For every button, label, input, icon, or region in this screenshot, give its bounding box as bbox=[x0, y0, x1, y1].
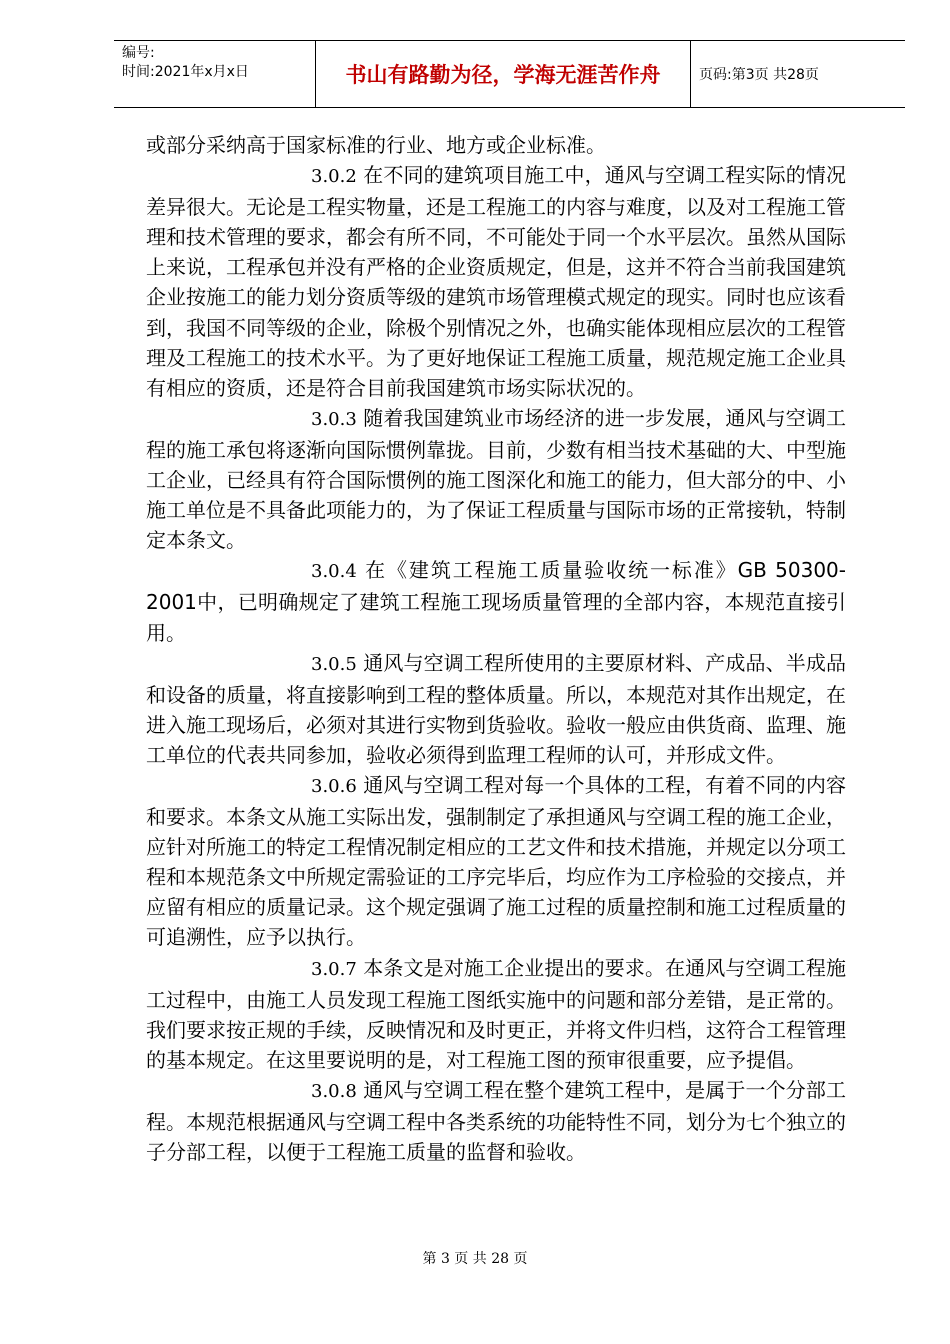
time-label: 时间:2021年x月x日 bbox=[122, 64, 249, 80]
header-meta bbox=[114, 41, 315, 107]
clause-number: 3.0.6 bbox=[311, 775, 357, 797]
page-footer: 第 3 页 共 28 页 bbox=[422, 1251, 528, 1267]
number-label: 编号: bbox=[122, 45, 155, 61]
clause-text: 在《建筑工程施工质量验收统一标准》GB 50300-2001中，已明确规定了建筑工程施工现场质量管理的全部内容，本规范直接引用。 bbox=[146, 558, 846, 645]
header-page-label: 页码:第3页 共28页 bbox=[699, 67, 819, 83]
page-header bbox=[114, 40, 905, 108]
document-body bbox=[146, 130, 846, 1167]
section-paragraph bbox=[146, 648, 846, 770]
clause-number: 3.0.8 bbox=[311, 1080, 357, 1102]
clause-text: 在不同的建筑项目施工中，通风与空调工程实际的情况差异很大。无论是工程实物量，还是工程施工的内容与难度，以及对工程施工管理和技术管理的要求，都会有所不同，不可能处于同一个水平层次。虽然从国际上来说，工程承包并没有严格的企业资质规定，但是，这并不符合当前我国建筑企业按施工的能力划分资质等级的建筑市场管理模式规定的现实。同时也应该看到，我国不同等级的企业，除极个别情况之外，也确实能体现相应层次的工程管理及工程施工的技术水平。为了更好地保证工程施工质量，规范规定施工企业具有相应的资质，还是符合目前我国建筑市场实际状况的。 bbox=[146, 163, 847, 400]
clause-number: 3.0.3 bbox=[311, 408, 357, 430]
clause-text: 本条文是对施工企业提出的要求。在通风与空调工程施工过程中，由施工人员发现工程施工图纸实施中的问题和部分差错，是正常的。我们要求按正规的手续，反映情况和及时更正，并将文件归档，这符合工程管理的基本规定。在这里要说明的是，对工程施工图的预审很重要，应予提倡。 bbox=[146, 955, 847, 1072]
clause-number: 3.0.7 bbox=[311, 958, 357, 980]
clause-text: 随着我国建筑业市场经济的进一步发展，通风与空调工程的施工承包将逐渐向国际惯例靠拢。目前，少数有相当技术基础的大、中型施工企业，已经具有符合国际惯例的施工图深化和施工的能力，但大部分的中、小施工单位是不具备此项能力的，为了保证工程质量与国际市场的正常接轨，特制定本条文。 bbox=[146, 405, 847, 553]
section-paragraph bbox=[146, 160, 846, 403]
section-paragraph bbox=[146, 403, 846, 555]
intro-paragraph: 或部分采纳高于国家标准的行业、地方或企业标准。 bbox=[146, 133, 606, 157]
section-paragraph bbox=[146, 1075, 846, 1167]
clause-number: 3.0.4 bbox=[311, 561, 357, 583]
clause-text: 通风与空调工程在整个建筑工程中，是属于一个分部工程。本规范根据通风与空调工程中各类系统的功能特性不同，划分为七个独立的子分部工程，以便于工程施工质量的监督和验收。 bbox=[146, 1077, 847, 1165]
clause-text: 通风与空调工程对每一个具体的工程，有着不同的内容和要求。本条文从施工实际出发，强制制定了承担通风与空调工程的施工企业，应针对所施工的特定工程情况制定相应的工艺文件和技术措施，并规定以分项工程和本规范条文中所规定需验证的工序完毕后，均应作为工序检验的交接点，并应留有相应的质量记录。这个规定强调了施工过程的质量控制和施工过程质量的可追溯性，应予以执行。 bbox=[146, 772, 847, 950]
clause-text: 通风与空调工程所使用的主要原材料、产成品、半成品和设备的质量，将直接影响到工程的整体质量。所以，本规范对其作出规定，在进入施工现场后，必须对其进行实物到货验收。验收一般应由供货商、监理、施工单位的代表共同参加，验收必须得到监理工程师的认可，并形成文件。 bbox=[146, 650, 847, 767]
section-paragraph bbox=[146, 953, 846, 1075]
section-paragraph bbox=[146, 770, 846, 953]
section-paragraph bbox=[146, 555, 846, 647]
clause-number: 3.0.2 bbox=[311, 166, 357, 188]
clause-number: 3.0.5 bbox=[311, 653, 357, 675]
header-motto: 书山有路勤为径，学海无涯苦作舟 bbox=[315, 41, 691, 107]
